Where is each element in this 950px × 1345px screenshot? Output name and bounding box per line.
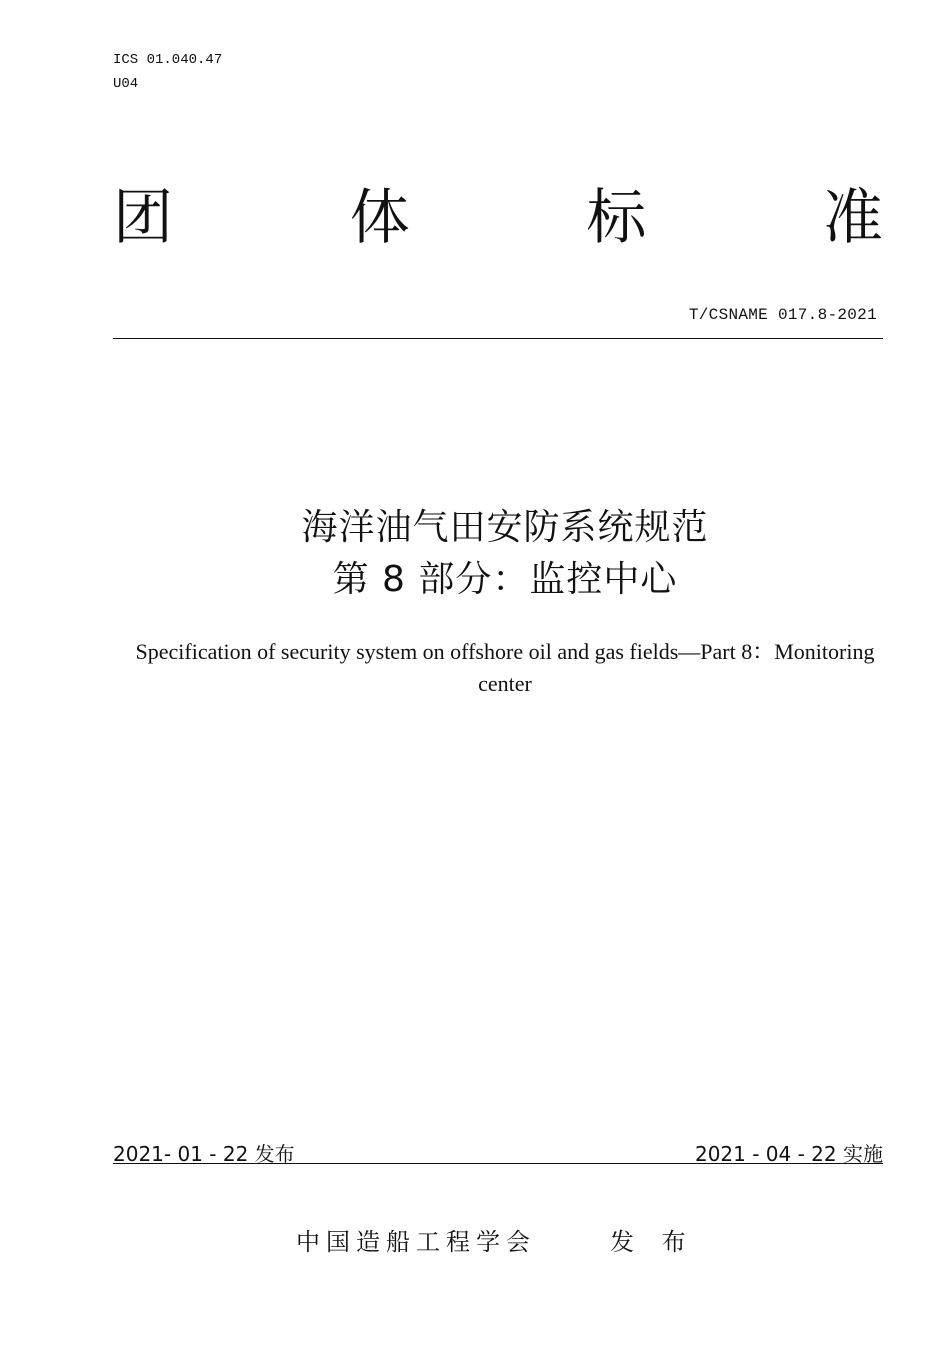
standard-type-char: 团	[113, 183, 173, 253]
ccs-code: U04	[113, 76, 139, 92]
issue-date: 2021- 01 - 22 发布	[113, 1142, 295, 1166]
chinese-title-line-2: 第 8 部分：监控中心	[332, 559, 678, 600]
english-title-line-2: center	[478, 671, 532, 696]
standard-type-char: 体	[349, 183, 410, 253]
publish-label: 发 布	[610, 1228, 696, 1256]
standard-type-title	[113, 178, 883, 258]
ics-code: ICS 01.040.47	[113, 52, 223, 68]
top-divider	[113, 338, 883, 339]
english-title-line-1: Specification of security system on offshore oil and gas fields—Part 8：Monitoring	[135, 639, 875, 664]
chinese-title	[0, 502, 950, 606]
bottom-divider	[113, 1163, 883, 1164]
standard-type-char: 标	[586, 183, 647, 253]
standard-number: T/CSNAME 017.8-2021	[688, 306, 877, 324]
english-title	[120, 636, 890, 700]
chinese-title-line-1: 海洋油气田安防系统规范	[301, 507, 709, 548]
standard-type-char: 准	[822, 183, 883, 253]
ics-block	[113, 48, 222, 96]
implementation-date: 2021 - 04 - 22 实施	[694, 1142, 883, 1166]
publisher-name: 中国造船工程学会	[296, 1228, 536, 1256]
